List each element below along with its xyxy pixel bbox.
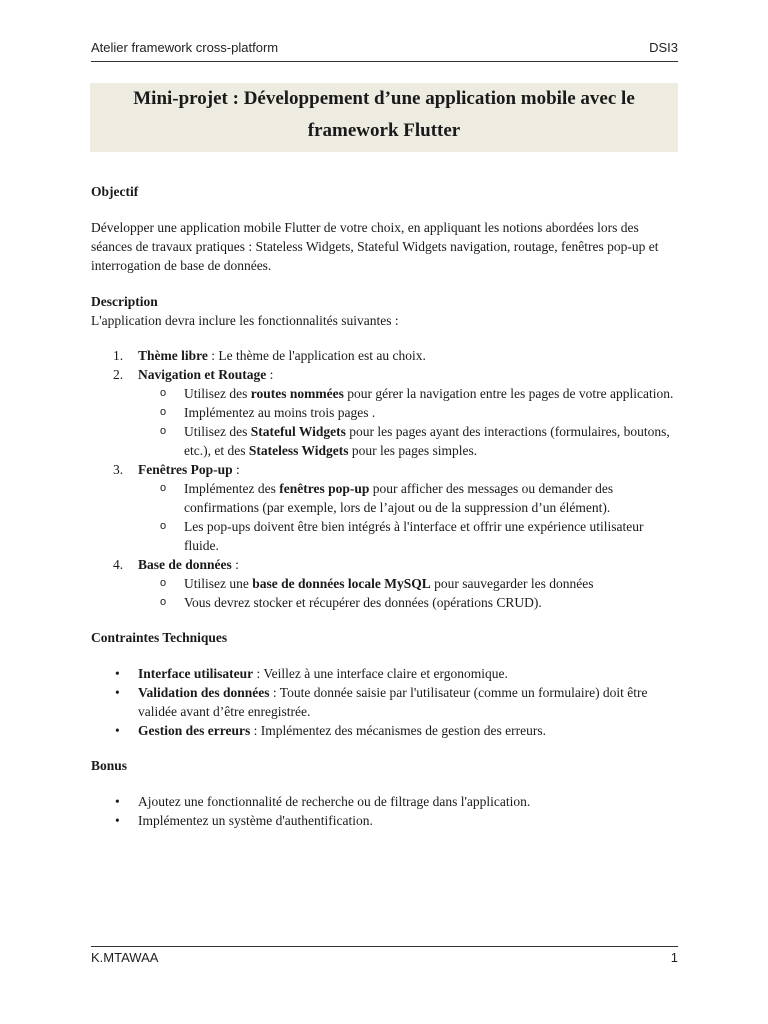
- description-intro: L'application devra inclure les fonctionnalités suivantes :: [91, 313, 399, 328]
- title-line-1: Mini-projet : Développement d’une application mobile avec le: [133, 88, 635, 109]
- circle-bullet-icon: o: [160, 520, 167, 532]
- sub-item: o Utilisez une base de données locale MySQL pour sauvegarder les données: [160, 576, 594, 591]
- objectif-text: Développer une application mobile Flutter de votre choix, en appliquant les notions abordées lors des séances de travaux pratiques : Stateless Widgets, Stateful Widgets navigation, routage, fenêtres pop-up et interrogation de base de données.: [91, 220, 659, 273]
- sub-item: o Implémentez des fenêtres pop-up pour afficher des messages ou demander des confirmations (par exemple, lors de l’ajout ou de la suppression d’un élément).: [160, 481, 614, 515]
- features-list: [91, 555, 678, 574]
- constraint-item: • Interface utilisateur : Veillez à une interface claire et ergonomique.: [115, 666, 508, 681]
- header-course: Atelier framework cross-platform: [91, 40, 279, 55]
- feature-item: 1. Thème libre : Le thème de l'application est au choix.: [113, 348, 426, 363]
- title-line-2: framework Flutter: [307, 120, 461, 141]
- feature-title: Navigation et Routage: [138, 367, 267, 382]
- footer-author: K.MTAWAA: [91, 950, 159, 965]
- sub-item: o Les pop-ups doivent être bien intégrés à l'interface et offrir une expérience utilisateur fluide.: [160, 519, 644, 553]
- sub-item: o Utilisez des routes nommées pour gérer la navigation entre les pages de votre application.: [160, 386, 674, 401]
- bullet-icon: •: [115, 685, 120, 700]
- features-list: [91, 346, 678, 384]
- feature-sublist: [91, 479, 678, 555]
- document-body: [91, 182, 678, 830]
- feature-number: 3.: [113, 462, 124, 477]
- sub-item: o Vous devrez stocker et récupérer des données (opérations CRUD).: [160, 595, 542, 610]
- bonus-list: [91, 792, 678, 830]
- bullet-icon: •: [115, 794, 120, 809]
- feature-title: Fenêtres Pop-up: [138, 462, 233, 477]
- bullet-icon: •: [115, 666, 120, 681]
- sub-item: o Implémentez au moins trois pages .: [160, 405, 376, 420]
- bullet-icon: •: [115, 723, 120, 738]
- circle-bullet-icon: o: [160, 406, 167, 418]
- sub-item: o Utilisez des Stateful Widgets pour les pages ayant des interactions (formulaires, boutons, etc.), et des Stateless Widgets pour les pages simples.: [160, 424, 670, 458]
- circle-bullet-icon: o: [160, 425, 167, 437]
- constraint-item: • Validation des données : Toute donnée saisie par l'utilisateur (comme un formulaire) doit être validée avant d’être enregistrée.: [115, 685, 648, 719]
- page-header: [91, 40, 678, 62]
- bonus-item: • Ajoutez une fonctionnalité de recherche ou de filtrage dans l'application.: [115, 794, 531, 809]
- constraints-list: [91, 664, 678, 740]
- features-list: [91, 460, 678, 479]
- bullet-icon: •: [115, 813, 120, 828]
- feature-title: Thème libre: [138, 348, 208, 363]
- circle-bullet-icon: o: [160, 596, 167, 608]
- feature-item: 3. Fenêtres Pop-up :: [113, 462, 240, 477]
- objectif-heading: Objectif: [91, 184, 139, 199]
- page-footer: [91, 946, 678, 965]
- feature-number: 2.: [113, 367, 124, 382]
- bonus-heading: Bonus: [91, 758, 128, 773]
- feature-title: Base de données: [138, 557, 232, 572]
- contraintes-heading: Contraintes Techniques: [91, 630, 228, 645]
- feature-item: 2. Navigation et Routage :: [113, 367, 274, 382]
- constraint-item: • Gestion des erreurs : Implémentez des mécanismes de gestion des erreurs.: [115, 723, 547, 738]
- feature-sublist: [91, 574, 678, 612]
- description-heading: Description: [91, 294, 158, 309]
- page-number: 1: [670, 950, 678, 965]
- feature-number: 4.: [113, 557, 124, 572]
- circle-bullet-icon: o: [160, 482, 167, 494]
- feature-item: 4. Base de données :: [113, 557, 239, 572]
- circle-bullet-icon: o: [160, 387, 167, 399]
- title-box: [90, 83, 678, 152]
- circle-bullet-icon: o: [160, 577, 167, 589]
- feature-sublist: [91, 384, 678, 460]
- bonus-item: • Implémentez un système d'authentification.: [115, 813, 373, 828]
- feature-number: 1.: [113, 348, 124, 363]
- header-class: DSI3: [649, 40, 678, 55]
